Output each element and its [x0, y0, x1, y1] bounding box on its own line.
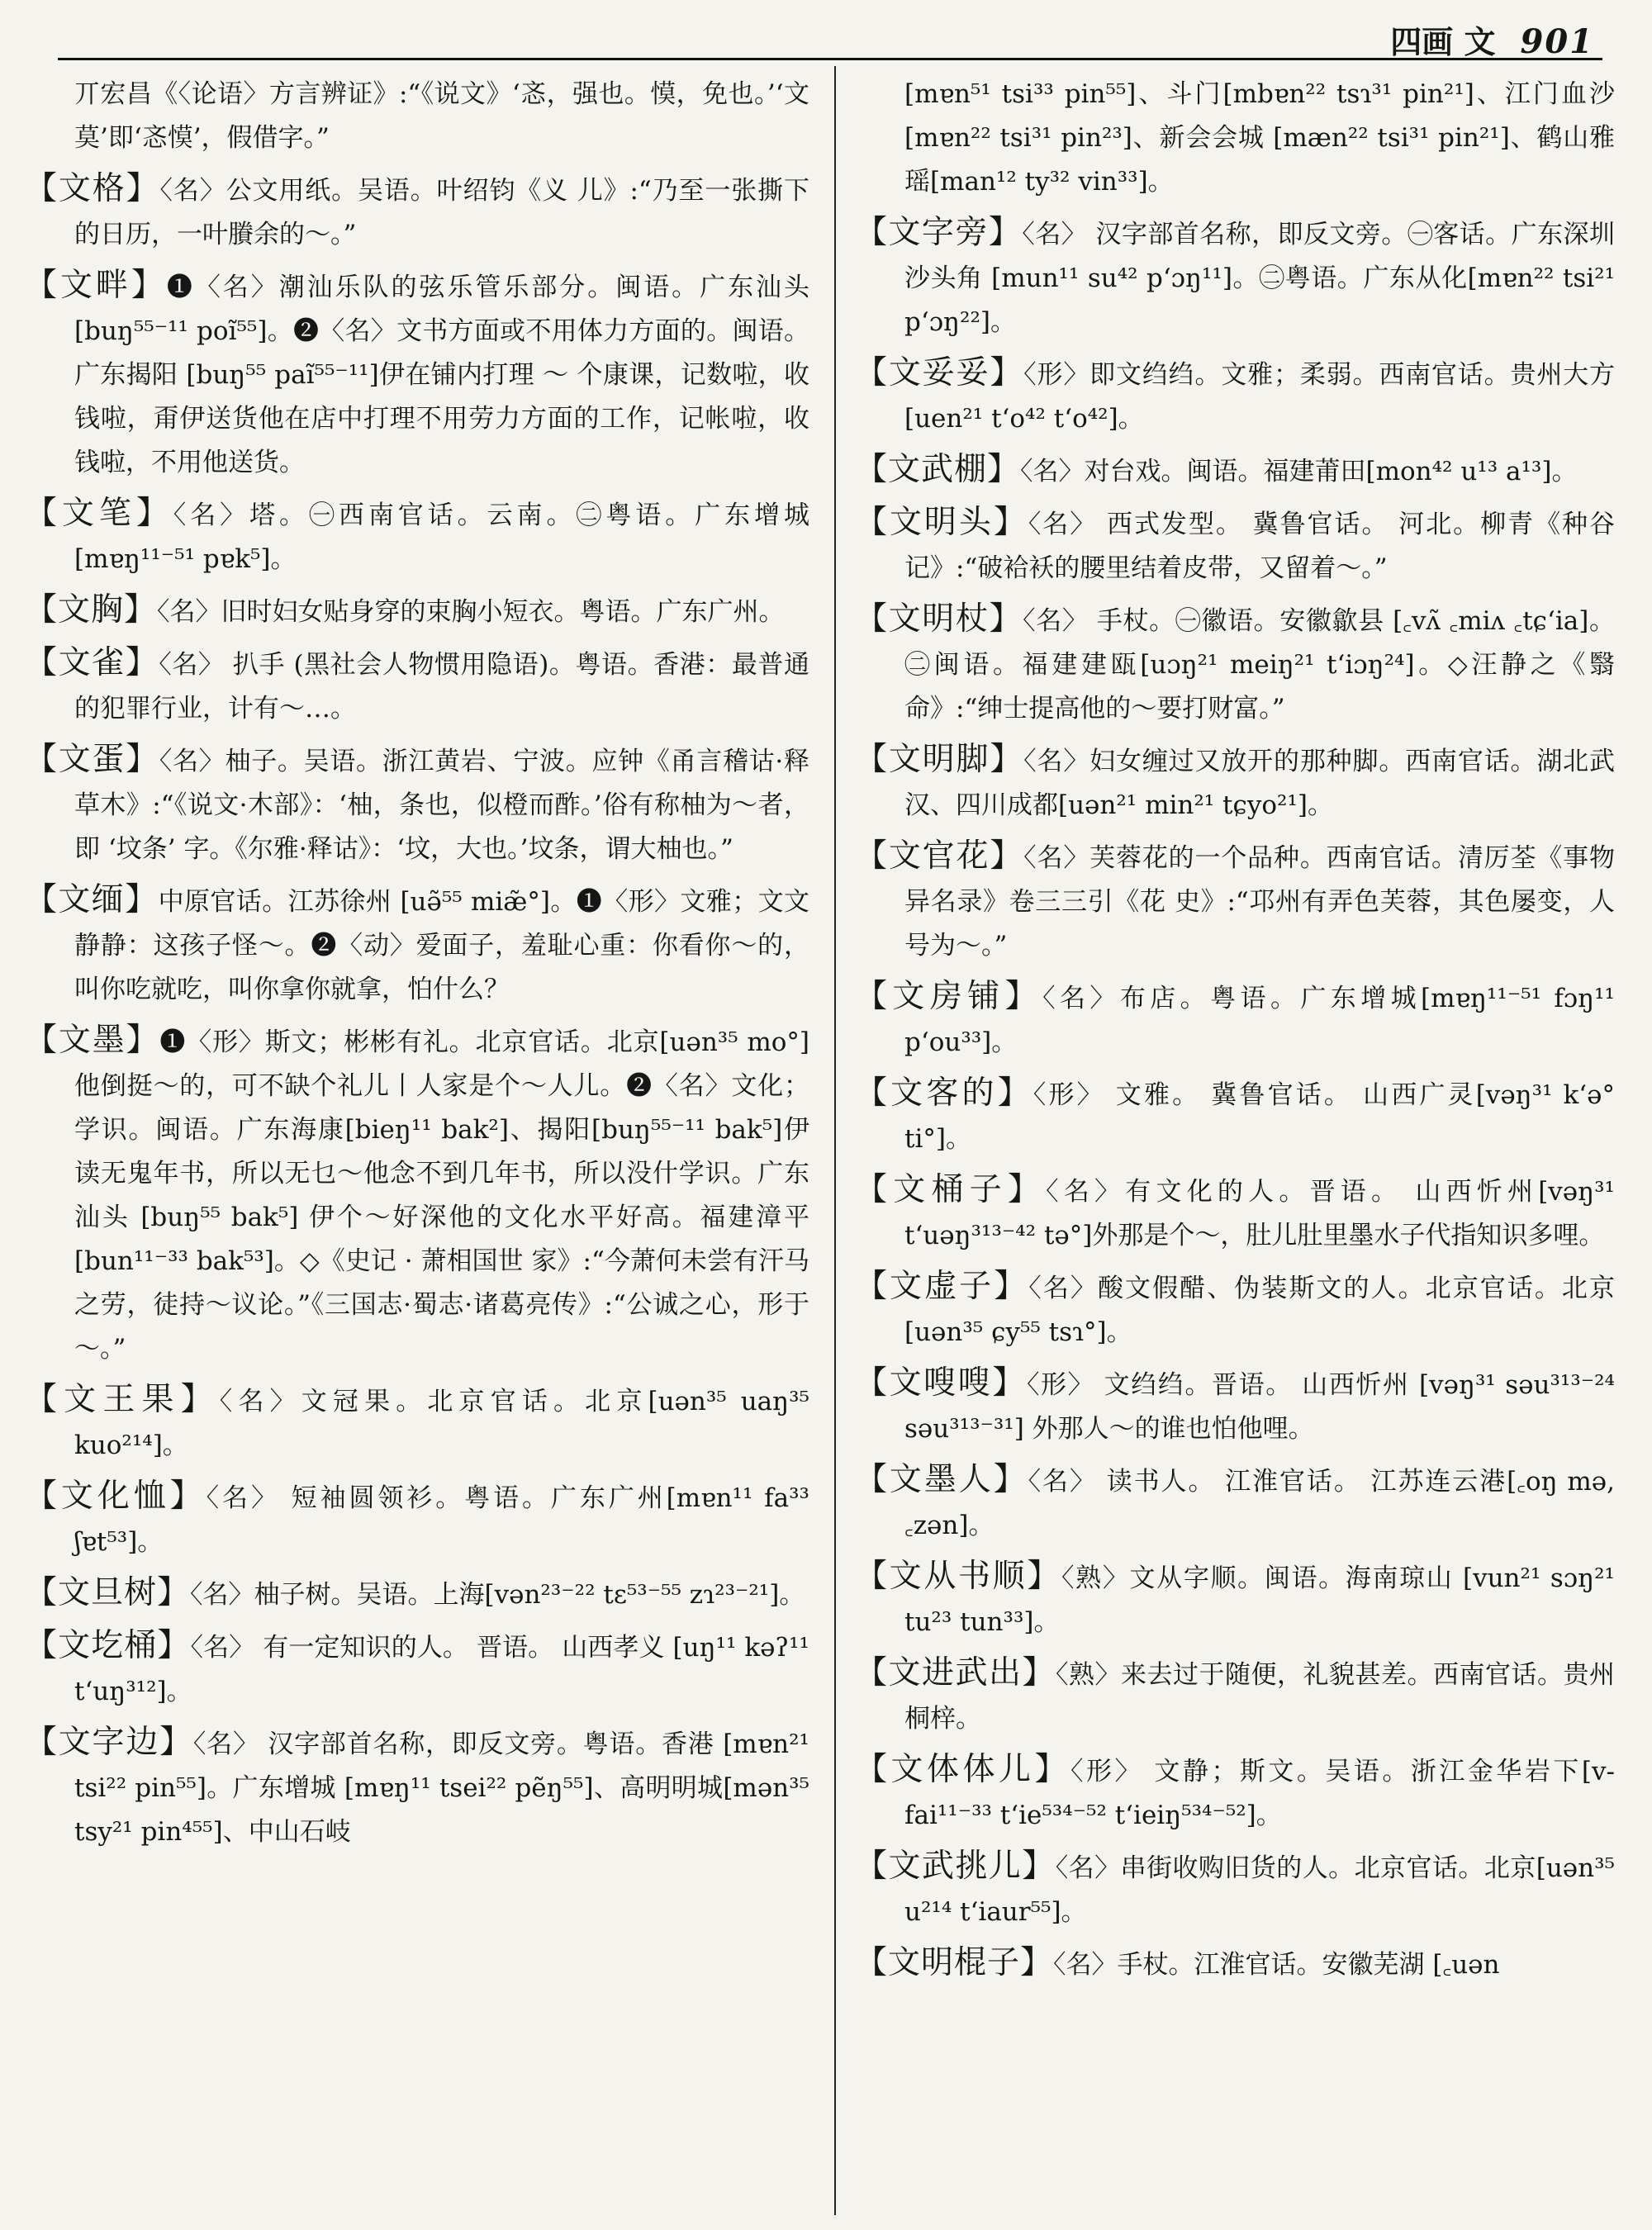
entry-definition: 〈名〉 短袖圆领衫。粤语。广东广州[mɐn¹¹ fa³³ ʃɐt⁵³]。 — [74, 1483, 809, 1557]
entry-headword: 【文桶子】 — [855, 1171, 1047, 1208]
entry-definition: 〈形〉即文绉绉。文雅；柔弱。西南官话。贵州大方[uen²¹ tʻo⁴² tʻo⁴²]。 — [904, 360, 1615, 434]
entry-definition: 丌宏昌《〈论语〉方言辨证》:“《说文》‘忞，强也。慔，免也。’‘文莫’即‘忞慔’，假借字。” — [74, 79, 809, 153]
dictionary-entry — [25, 167, 809, 257]
entry-definition: 〈名〉旧时妇女贴身穿的束胸小短衣。粤语。广东广州。 — [157, 597, 785, 627]
dictionary-entry — [25, 1720, 809, 1854]
dictionary-entry — [855, 597, 1615, 731]
entry-definition: 〈名〉芙蓉花的一个品种。西南官话。清厉荃《事物异名录》卷三三引《花 史》:“邛州有弄色芙蓉，其色屡变，人号为～。” — [904, 843, 1615, 961]
entry-continuation — [855, 73, 1615, 204]
right-column — [855, 73, 1615, 2222]
entry-headword: 【文明脚】 — [855, 741, 1024, 778]
entry-definition: 〈名〉对台戏。闽语。福建莆田[mon⁴² u¹³ a¹³]。 — [1020, 457, 1578, 486]
entry-headword: 【文化恤】 — [25, 1478, 206, 1515]
entry-definition: 中原官话。江苏徐州 [uə̃⁵⁵ miæ̃°]。❶〈形〉文雅；文文静静：这孩子怪～。❷〈动〉爱面子，羞耻心重：你看你～的，叫你吃就吃，叫你拿你就拿，怕什么？ — [74, 887, 809, 1004]
dictionary-entry — [855, 501, 1615, 591]
entry-definition: 〈名〉串街收购旧货的人。北京官话。北京[uən³⁵ u²¹⁴ tʻiaur⁵⁵]。 — [904, 1853, 1615, 1927]
dictionary-entry — [25, 1018, 809, 1371]
entry-headword: 【文明杖】 — [855, 600, 1023, 638]
dictionary-entry — [855, 211, 1615, 344]
entry-headword: 【文明棍子】 — [855, 1944, 1054, 1981]
entry-definition: 〈名〉柚子。吴语。浙江黄岩、宁波。应钟《甬言稽诂·释草木》:“《说文·木部》：‘柚，条也，似橙而酢。’俗有称柚为～者，即 ‘坟条’ 字。《尔雅·释诂》：‘坟，大也。’坟条，谓大柚也。” — [74, 747, 809, 864]
dictionary-entry — [855, 448, 1615, 494]
dictionary-entry — [25, 263, 809, 485]
entry-headword: 【文字边】 — [25, 1724, 193, 1761]
dictionary-entry — [855, 1748, 1615, 1838]
dictionary-entry — [25, 1474, 809, 1564]
entry-definition: 〈形〉 文静；斯文。吴语。浙江金华岩下[v-fai¹¹⁻³³ tʻie⁵³⁴⁻⁵² tʻieiŋ⁵³⁴⁻⁵²]。 — [904, 1757, 1615, 1830]
entry-definition: 〈名〉 西式发型。 冀鲁官话。 河北。柳青《种谷记》:“破袷袄的腰里结着皮带，又留着～。” — [904, 510, 1615, 583]
entry-definition: 〈名〉妇女缠过又放开的那种脚。西南官话。湖北武汉、四川成都[uən²¹ min²¹ tɕyo²¹]。 — [904, 747, 1615, 820]
dictionary-entry — [855, 1264, 1615, 1355]
dictionary-entry — [25, 641, 809, 731]
dictionary-entry — [855, 1071, 1615, 1161]
dictionary-entry — [855, 1651, 1615, 1741]
entry-headword: 【文官花】 — [855, 837, 1024, 875]
entry-definition: [mɐn⁵¹ tsi³³ pin⁵⁵]、斗门[mbɐn²² tsɿ³¹ pin²¹]、江门血沙 [mɐn²² tsi³¹ pin²³]、新会会城 [mæn²² tsi³¹ pin²¹]、鹤山雅瑶[man¹² ty³² vin³³]。 — [904, 79, 1615, 197]
entry-headword: 【文妥妥】 — [855, 354, 1024, 391]
entry-headword: 【文墨】 — [25, 1022, 160, 1059]
dictionary-entry — [25, 1624, 809, 1714]
entry-headword: 【文缅】 — [25, 881, 159, 918]
entry-headword: 【文从书顺】 — [855, 1558, 1061, 1595]
entry-headword: 【文格】 — [25, 170, 160, 207]
entry-headword: 【文明头】 — [855, 504, 1028, 541]
dictionary-entry — [25, 1571, 809, 1617]
entry-definition: 〈名〉柚子树。吴语。上海[vən²³⁻²² tɛ⁵³⁻⁵⁵ zɿ²³⁻²¹]。 — [190, 1580, 805, 1610]
entry-headword: 【文笔】 — [25, 495, 173, 532]
running-head — [1390, 17, 1594, 62]
entry-headword: 【文旦树】 — [25, 1574, 191, 1611]
dictionary-entry — [25, 491, 809, 581]
dictionary-entry — [25, 1378, 809, 1468]
entry-definition: 〈名〉 扒手 (黑社会人物惯用隐语)。粤语。香港：最普通的犯罪行业，计有～…。 — [74, 650, 809, 724]
entry-headword: 【文字旁】 — [855, 214, 1023, 251]
dictionary-entry — [25, 738, 809, 871]
entry-headword: 【文武棚】 — [855, 451, 1021, 488]
entry-headword: 【文进武出】 — [855, 1654, 1056, 1691]
entry-headword: 【文嗖嗖】 — [855, 1364, 1027, 1402]
entry-headword: 【文雀】 — [25, 644, 159, 681]
dictionary-entry — [855, 1361, 1615, 1451]
entry-definition: 〈名〉公文用纸。吴语。叶绍钧《义 儿》:“乃至一张撕下的日历，一叶賸余的～。” — [74, 176, 809, 249]
entry-definition: 〈名〉 手杖。㊀徽语。安徽歙县 [꜀vʌ̃ ꜀miʌ ꜀tɕʻia]。㊁闽语。福建建瓯[uɔŋ²¹ meiŋ²¹ tʻiɔŋ²⁴]。◇汪静之《翳命》:“绅士提高他的～要打财富。” — [904, 606, 1615, 724]
dictionary-entry — [855, 1458, 1615, 1548]
entry-headword: 【文虚子】 — [855, 1268, 1029, 1305]
entry-definition: 〈形〉 文绉绉。晋语。 山西忻州 [vəŋ³¹ səu³¹³⁻²⁴ səu³¹³⁻³¹] 外那人～的谁也怕他哩。 — [904, 1370, 1615, 1444]
dictionary-entry — [855, 1554, 1615, 1644]
dictionary-entry — [25, 588, 809, 634]
entry-headword: 【文蛋】 — [25, 741, 159, 778]
entry-definition: 〈名〉手杖。江淮官话。安徽芜湖 [꜀uən — [1053, 1950, 1500, 1980]
dictionary-entry — [855, 351, 1615, 441]
entry-definition: 〈名〉 有一定知识的人。 晋语。 山西孝义 [uŋ¹¹ kəʔ¹¹ tʻuŋ³¹²]。 — [74, 1633, 809, 1706]
page-number: 901 — [1520, 22, 1594, 61]
entry-headword: 【文墨人】 — [855, 1461, 1028, 1498]
entry-headword: 【文畔】 — [25, 267, 167, 304]
dictionary-entry — [855, 1941, 1615, 1987]
entry-definition: 〈名〉 汉字部首名称，即反文旁。粤语。香港 [mɐn²¹ tsi²² pin⁵⁵]。广东增城 [mɐŋ¹¹ tsei²² pẽŋ⁵⁵]、高明明城[mən³⁵ tsy²¹ pin⁴⁵⁵]、中山石岐 — [74, 1729, 809, 1847]
entry-definition: ❶〈形〉斯文；彬彬有礼。北京官话。北京[uən³⁵ mo°]他倒挺～的，可不缺个礼儿丨人家是个～人儿。❷〈名〉文化；学识。闽语。广东海康[bieŋ¹¹ bak²]、揭阳[buŋ⁵⁵⁻¹¹ bak⁵]伊读无鬼年书，所以无乜～他念不到几年书，所以没什学识。广东汕头 [buŋ⁵⁵ bak⁵] 伊个～好深他的文化水平好高。福建漳平[bun¹¹⁻³³ bak⁵³]。◇《史记 · 萧相国世 家》:“今萧何未尝有汗马之劳，徒持～议论。”《三国志·蜀志·诸葛亮传》:“公诚之心，形于～。” — [74, 1027, 809, 1364]
entry-definition: 〈名〉 汉字部首名称，即反文旁。㊀客话。广东深圳沙头角 [mun¹¹ su⁴² pʻɔŋ¹¹]。㊁粤语。广东从化[mɐn²² tsi²¹ pʻɔŋ²²]。 — [904, 220, 1615, 337]
entry-headword: 【文房铺】 — [855, 978, 1043, 1015]
entry-continuation — [25, 73, 809, 160]
dictionary-entry — [855, 975, 1615, 1065]
entry-definition: 〈名〉文冠果。北京官话。北京[uən³⁵ uaŋ³⁵ kuo²¹⁴]。 — [74, 1387, 809, 1460]
entry-definition: 〈名〉布店。粤语。广东增城[mɐŋ¹¹⁻⁵¹ fɔŋ¹¹ pʻou³³]。 — [904, 984, 1615, 1057]
column-divider — [834, 66, 836, 2215]
dictionary-entry — [25, 878, 809, 1012]
entry-definition: 〈名〉 读书人。 江淮官话。 江苏连云港[꜀oŋ mə, ꜀zən]。 — [904, 1467, 1615, 1540]
entry-headword: 【文胸】 — [25, 591, 158, 629]
entry-headword: 【文王果】 — [25, 1381, 220, 1418]
entry-definition: 〈形〉 文雅。 冀鲁官话。 山西广灵[vəŋ³¹ kʻə° ti°]。 — [904, 1080, 1615, 1154]
dictionary-entry — [855, 1844, 1615, 1934]
left-column — [25, 73, 809, 2222]
entry-definition: 〈名〉有文化的人。晋语。 山西忻州[vəŋ³¹ tʻuəŋ³¹³⁻⁴² tə°]外那是个～，肚儿肚里墨水子代指知识多哩。 — [904, 1177, 1615, 1250]
entry-definition: 〈名〉塔。㊀西南官话。云南。㊁粤语。广东增城[mɐŋ¹¹⁻⁵¹ pɐk⁵]。 — [74, 501, 809, 574]
dictionary-entry — [855, 738, 1615, 828]
section-label: 四画 文 — [1390, 23, 1496, 60]
entry-definition: 〈熟〉来去过于随便，礼貌甚差。西南官话。贵州桐梓。 — [904, 1660, 1615, 1734]
entry-headword: 【文体体儿】 — [855, 1751, 1071, 1788]
entry-headword: 【文圪桶】 — [25, 1627, 191, 1664]
entry-definition: ❶〈名〉潮汕乐队的弦乐管乐部分。闽语。广东汕头 [buŋ⁵⁵⁻¹¹ poĩ⁵⁵]。❷〈名〉文书方面或不用体力方面的。闽语。广东揭阳 [buŋ⁵⁵ paĩ⁵⁵⁻¹¹]伊在铺内打理 ～ 个康课，记数啦，收钱啦，甭伊送货他在店中打理不用劳力方面的工作，记帐啦，收钱啦，不用他送货。 — [74, 273, 809, 477]
dictionary-entry — [855, 834, 1615, 968]
dictionary-entry — [855, 1168, 1615, 1258]
entry-headword: 【文客的】 — [855, 1075, 1033, 1112]
header-rule — [58, 58, 1602, 60]
entry-headword: 【文武挑儿】 — [855, 1848, 1056, 1885]
entry-definition: 〈熟〉文从字顺。闽语。海南琼山 [vun²¹ sɔŋ²¹ tu²³ tun³³]。 — [904, 1563, 1615, 1637]
entry-definition: 〈名〉酸文假醋、伪装斯文的人。北京官话。北京[uən³⁵ ɕy⁵⁵ tsɿ°]。 — [904, 1274, 1615, 1347]
